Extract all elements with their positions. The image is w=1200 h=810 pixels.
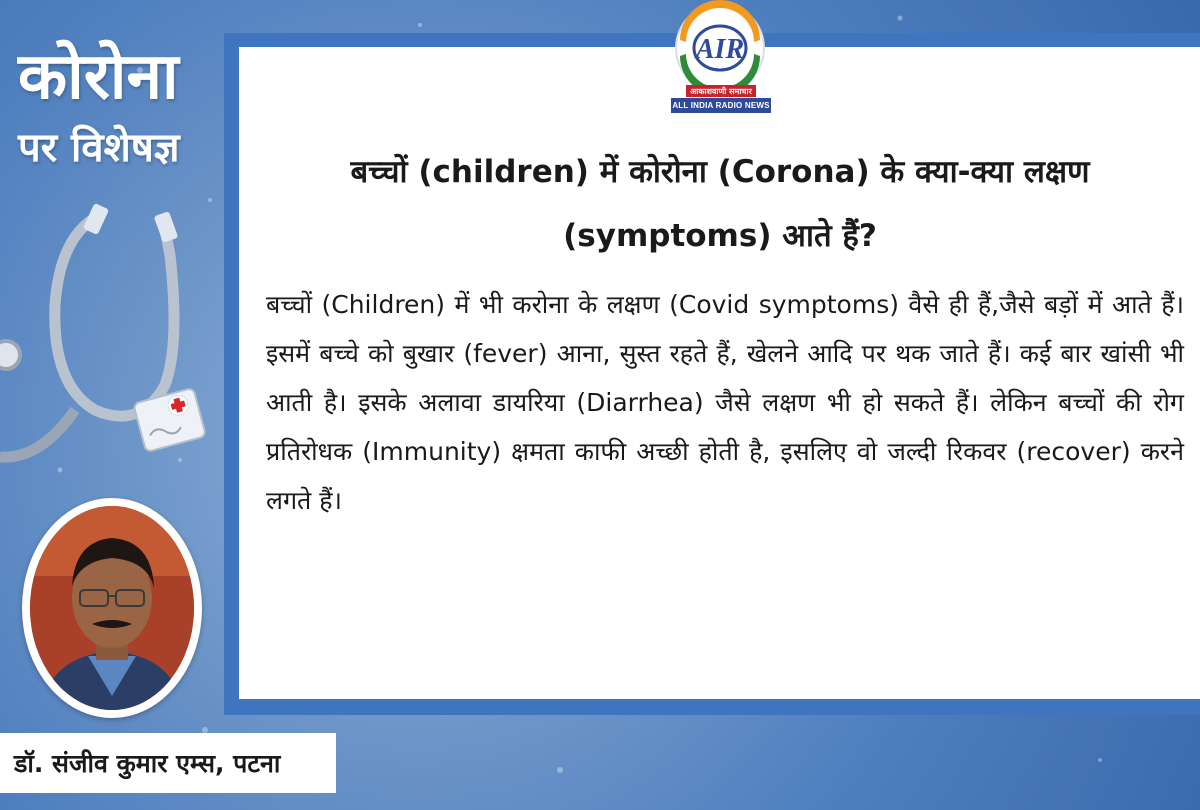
series-title: कोरोना xyxy=(18,40,179,114)
expert-avatar xyxy=(30,506,194,710)
logo-hindi-name: आकाशवाणी समाचार xyxy=(686,85,756,97)
logo-monogram: AIR xyxy=(695,34,745,65)
question-heading: बच्चों (children) में कोरोना (Corona) के क्या-क्या लक्षण (symptoms) आते हैं? xyxy=(350,154,1090,254)
series-subtitle: पर विशेषज्ञ xyxy=(18,125,180,171)
answer-paragraph: बच्चों (Children) में भी करोना के लक्षण (Covid symptoms) वैसे ही हैं,जैसे बड़ों में आते हैं। इसमें बच्चे को बुखार (fever) आना, सुस्त रहते हैं, खेलने आदि पर थक जाते हैं। कई बार खांसी भी आती है। इसके अलावा डायरिया (Diarrhea) जैसे लक्षण भी हो सकते हैं। लेकिन बच्चों की रोग प्रतिरोधक (Immunity) क्षमता काफी अच्छी होती है, इसलिए वो जल्दी रिकवर (recover) करने लगते हैं। xyxy=(266,290,1184,515)
stethoscope-icon xyxy=(0,195,230,485)
expert-caption: डॉ. संजीव कुमार एम्स, पटना xyxy=(0,733,336,793)
logo-english-name: ALL INDIA RADIO NEWS xyxy=(671,98,771,113)
